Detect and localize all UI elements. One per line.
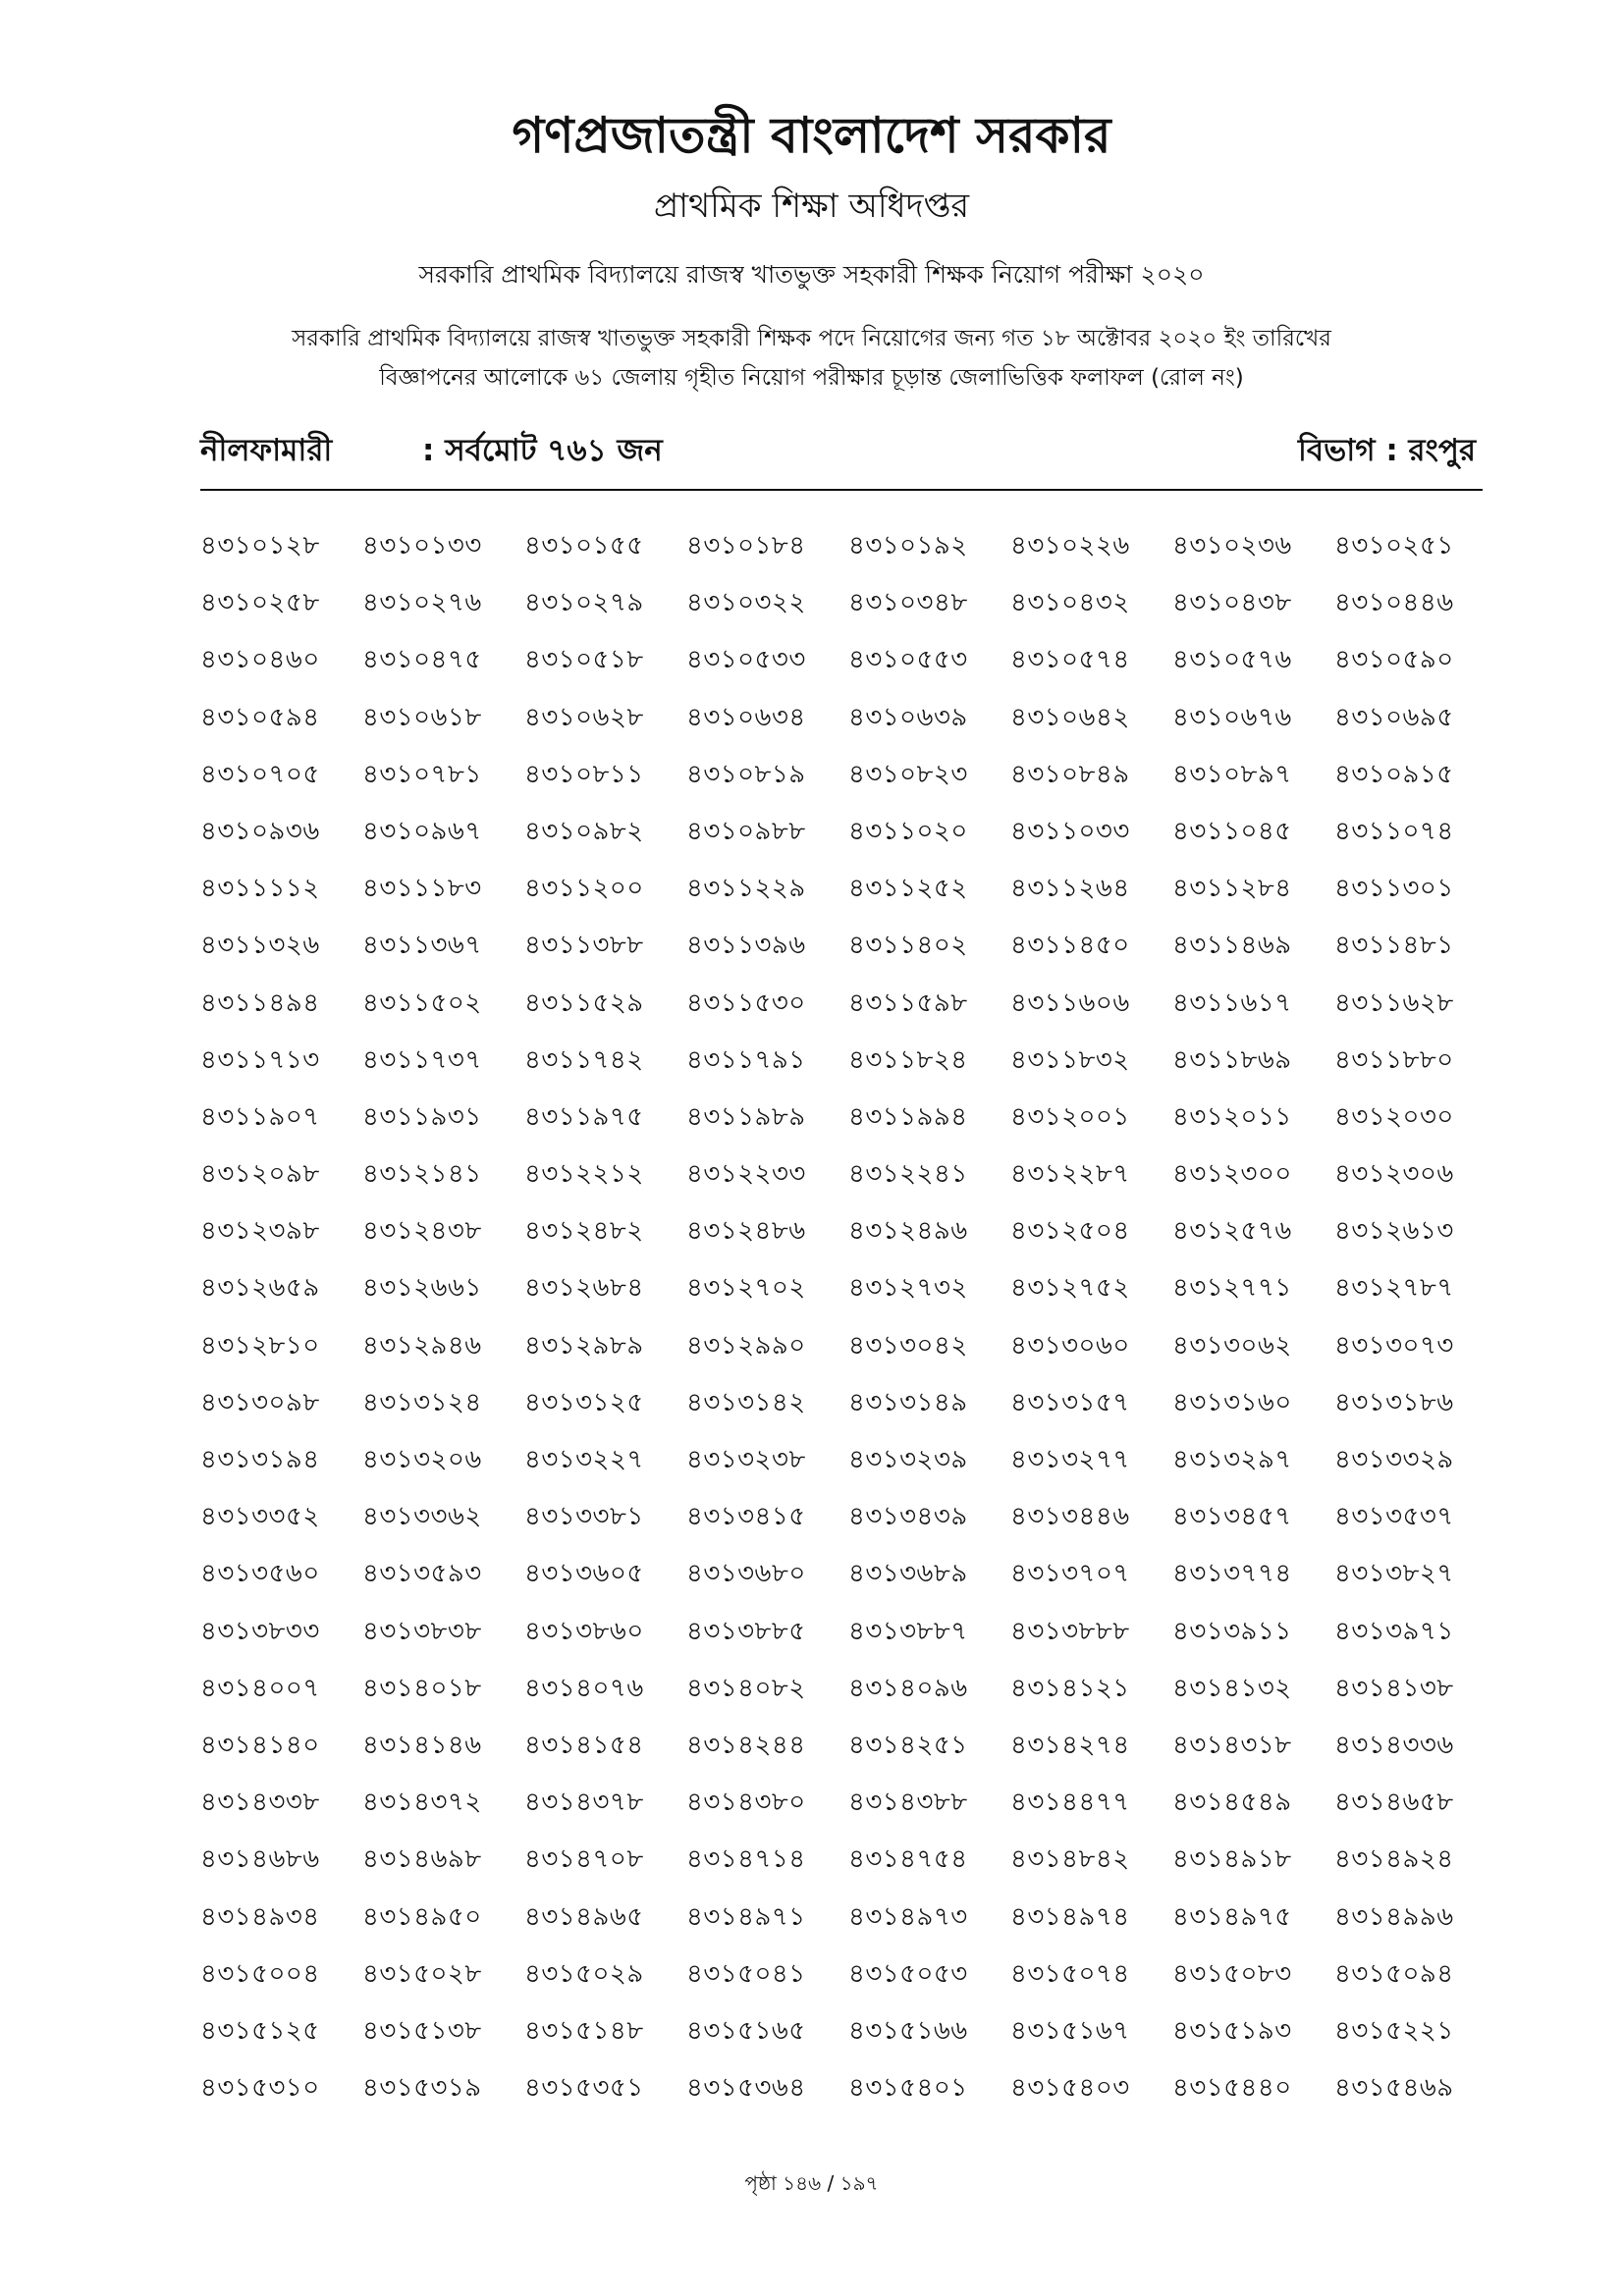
roll-number: ৪৩১৪৩৮০ xyxy=(686,1788,806,1818)
roll-number: ৪৩১৫০০৪ xyxy=(200,1958,320,1989)
roll-number: ৪৩১২৭৫২ xyxy=(1010,1273,1130,1304)
roll-number: ৪৩১৩৩২৯ xyxy=(1334,1445,1454,1474)
roll-number: ৪৩১০৪৬০ xyxy=(200,645,320,675)
roll-number: ৪৩১৩৫৬০ xyxy=(200,1559,320,1589)
roll-number: ৪৩১৪০১৮ xyxy=(362,1673,482,1703)
roll-number: ৪৩১৫১৬৫ xyxy=(686,2015,806,2046)
roll-number: ৪৩১১৯০৭ xyxy=(200,1101,320,1132)
roll-number: ৪৩১৩১৯৪ xyxy=(200,1445,320,1474)
roll-number: ৪৩১৫১৩৮ xyxy=(362,2015,482,2046)
roll-number: ৪৩১৩৮৮৮ xyxy=(1010,1616,1130,1646)
roll-number: ৪৩১৪৬৫৮ xyxy=(1334,1788,1454,1818)
roll-number: ৪৩১৪৩৭২ xyxy=(362,1788,482,1818)
roll-number: ৪৩১০৯৬৭ xyxy=(362,816,482,846)
roll-number: ৪৩১৩৬৮৯ xyxy=(848,1559,968,1589)
roll-number: ৪৩১৩১৬০ xyxy=(1172,1387,1292,1417)
roll-number: ৪৩১৪১৫৪ xyxy=(524,1730,644,1760)
roll-number: ৪৩১২৭৮৭ xyxy=(1334,1273,1454,1304)
roll-number: ৪৩১৪৩৩৬ xyxy=(1334,1730,1454,1760)
roll-number: ৪৩১৫৪৪০ xyxy=(1172,2073,1292,2104)
roll-number: ৪৩১৩৮২৭ xyxy=(1334,1559,1454,1589)
roll-number: ৪৩১২৯৪৬ xyxy=(362,1330,482,1361)
exam-name: সরকারি প্রাথমিক বিদ্যালয়ে রাজস্ব খাতভুক্ত সহকারী শিক্ষক নিয়োগ পরীক্ষা ২০২০ xyxy=(418,260,1205,289)
department-title: প্রাথমিক শিক্ষা অধিদপ্তর xyxy=(653,187,970,226)
roll-number: ৪৩১০৬৪২ xyxy=(1010,702,1130,732)
roll-number: ৪৩১৪৯৫০ xyxy=(362,1901,482,1932)
roll-number: ৪৩১১২৬৪ xyxy=(1010,874,1130,904)
roll-number: ৪৩১০৮২৩ xyxy=(848,759,968,789)
roll-number: ৪৩১০১২৮ xyxy=(200,531,320,561)
roll-number: ৪৩১৪২৪৪ xyxy=(686,1730,806,1760)
roll-number: ৪৩১৫০৫৩ xyxy=(848,1958,968,1989)
roll-number: ৪৩১৪১৩২ xyxy=(1172,1673,1292,1703)
roll-number: ৪৩১৫৩৬৪ xyxy=(686,2073,806,2104)
roll-number: ৪৩১৩১২৫ xyxy=(524,1387,644,1417)
roll-number: ৪৩১২২১২ xyxy=(524,1159,644,1190)
roll-number: ৪৩১১২২৯ xyxy=(686,874,806,904)
roll-number: ৪৩১০২৫১ xyxy=(1334,531,1454,561)
roll-number: ৪৩১২৯৮৯ xyxy=(524,1330,644,1361)
roll-number: ৪৩১২৩০৬ xyxy=(1334,1159,1454,1190)
roll-number: ৪৩১১৭১৩ xyxy=(200,1044,320,1075)
roll-number: ৪৩১১৭৯১ xyxy=(686,1044,806,1075)
roll-number: ৪৩১০৩২২ xyxy=(686,588,806,618)
district-name: নীলফামারী xyxy=(200,433,333,468)
roll-number: ৪৩১০৫৩৩ xyxy=(686,645,806,675)
roll-number: ৪৩১১৯৮৯ xyxy=(686,1101,806,1132)
roll-number: ৪৩১৪২৭৪ xyxy=(1010,1730,1130,1760)
roll-number: ৪৩১১৪৯৪ xyxy=(200,988,320,1018)
roll-number: ৪৩১৫৩৫১ xyxy=(524,2073,644,2104)
roll-number: ৪৩১০২২৬ xyxy=(1010,531,1130,561)
government-title: গণপ্রজাতন্ত্রী বাংলাদেশ সরকার xyxy=(512,107,1111,164)
roll-number: ৪৩১১৩৮৮ xyxy=(524,931,644,961)
roll-number: ৪৩১০১৮৪ xyxy=(686,531,806,561)
roll-number: ৪৩১০৬২৮ xyxy=(524,702,644,732)
roll-number: ৪৩১০১৫৫ xyxy=(524,531,644,561)
roll-number: ৪৩১২০৩০ xyxy=(1334,1101,1454,1132)
roll-number: ৪৩১৩০৬২ xyxy=(1172,1330,1292,1361)
page-number: পৃষ্ঠা ১৪৬ / ১৯৭ xyxy=(744,2171,879,2195)
roll-number: ৪৩১০৬৩৯ xyxy=(848,702,968,732)
roll-number: ৪৩১৫৩১০ xyxy=(200,2073,320,2104)
roll-number: ৪৩১১৩৯৬ xyxy=(686,931,806,961)
roll-number: ৪৩১০৫৭৬ xyxy=(1172,645,1292,675)
roll-number: ৪৩১২৭৭১ xyxy=(1172,1273,1292,1304)
roll-number: ৪৩১৩৪৪৬ xyxy=(1010,1502,1130,1532)
roll-number: ৪৩১১১১২ xyxy=(200,874,320,904)
roll-number: ৪৩১২৮১০ xyxy=(200,1330,320,1361)
roll-number: ৪৩১২৪৩৮ xyxy=(362,1216,482,1247)
roll-number: ৪৩১২৭৩২ xyxy=(848,1273,968,1304)
roll-number: ৪৩১৫৪৬৯ xyxy=(1334,2073,1454,2104)
roll-number: ৪৩১৪০৭৬ xyxy=(524,1673,644,1703)
roll-number: ৪৩১০৮১৯ xyxy=(686,759,806,789)
roll-number: ৪৩১০৯১৫ xyxy=(1334,759,1454,789)
roll-number: ৪৩১০৭৮১ xyxy=(362,759,482,789)
roll-number: ৪৩১১৮৮০ xyxy=(1334,1044,1454,1075)
roll-number: ৪৩১৩৭৭৪ xyxy=(1172,1559,1292,1589)
roll-number: ৪৩১১৮২৪ xyxy=(848,1044,968,1075)
roll-number: ৪৩১৩৯১১ xyxy=(1172,1616,1292,1646)
roll-number: ৪৩১১০৩৩ xyxy=(1010,816,1130,846)
roll-number: ৪৩১১৩৬৭ xyxy=(362,931,482,961)
roll-number: ৪৩১৪৯২৪ xyxy=(1334,1844,1454,1875)
roll-number: ৪৩১০৫৯০ xyxy=(1334,645,1454,675)
roll-number: ৪৩১৪৯৭৫ xyxy=(1172,1901,1292,1932)
roll-number: ৪৩১০১৩৩ xyxy=(362,531,482,561)
roll-number: ৪৩১৩৫৯৩ xyxy=(362,1559,482,1589)
roll-number: ৪৩১০৬৯৫ xyxy=(1334,702,1454,732)
roll-number: ৪৩১০২৫৮ xyxy=(200,588,320,618)
roll-number: ৪৩১৫২২১ xyxy=(1334,2015,1454,2046)
notice-line-1: সরকারি প্রাথমিক বিদ্যালয়ে রাজস্ব খাতভুক্ত সহকারী শিক্ষক পদে নিয়োগের জন্য গত ১৮ অক্টোবর ২০২০ ইং তারিখের xyxy=(292,326,1331,351)
roll-number: ৪৩১০৭০৫ xyxy=(200,759,320,789)
roll-number: ৪৩১০৬৭৬ xyxy=(1172,702,1292,732)
roll-number: ৪৩১৪৯৭৩ xyxy=(848,1901,968,1932)
roll-number: ৪৩১২৪৮২ xyxy=(524,1216,644,1247)
roll-number: ৪৩১১২০০ xyxy=(524,874,644,904)
roll-number: ৪৩১৪৯৩৪ xyxy=(200,1901,320,1932)
roll-number: ৪৩১০৫১৮ xyxy=(524,645,644,675)
roll-number: ৪৩১০৪৪৬ xyxy=(1334,588,1454,618)
roll-number: ৪৩১০৪৭৫ xyxy=(362,645,482,675)
roll-number: ৪৩১৩৪৩৯ xyxy=(848,1502,968,1532)
roll-number: ৪৩১১০৪৫ xyxy=(1172,816,1292,846)
roll-number: ৪৩১৫০২৮ xyxy=(362,1958,482,1989)
roll-number: ৪৩১৪৯৭৪ xyxy=(1010,1901,1130,1932)
roll-number: ৪৩১৩১৫৭ xyxy=(1010,1387,1130,1417)
roll-number: ৪৩১১৮৬৯ xyxy=(1172,1044,1292,1075)
roll-number: ৪৩১১৫৯৮ xyxy=(848,988,968,1018)
roll-number: ৪৩১৫০৭৪ xyxy=(1010,1958,1130,1989)
roll-number: ৪৩১২৩০০ xyxy=(1172,1159,1292,1190)
roll-number: ৪৩১১৩০১ xyxy=(1334,874,1454,904)
roll-number: ৪৩১০৮৪৯ xyxy=(1010,759,1130,789)
roll-number: ৪৩১৪৩৭৮ xyxy=(524,1788,644,1818)
roll-number: ৪৩১২২৪১ xyxy=(848,1159,968,1190)
roll-number: ৪৩১৫১৬৬ xyxy=(848,2015,968,2046)
roll-number: ৪৩১৫১৯৩ xyxy=(1172,2015,1292,2046)
roll-number: ৪৩১০১৯২ xyxy=(848,531,968,561)
roll-number: ৪৩১৪৯৭১ xyxy=(686,1901,806,1932)
roll-number: ৪৩১৩২৩৮ xyxy=(686,1445,806,1474)
roll-number: ৪৩১৫১৬৭ xyxy=(1010,2015,1130,2046)
roll-number: ৪৩১৩৮৬০ xyxy=(524,1616,644,1646)
roll-number: ৪৩১১৭৪২ xyxy=(524,1044,644,1075)
roll-number: ৪৩১০৪৩২ xyxy=(1010,588,1130,618)
roll-number: ৪৩১৫১২৫ xyxy=(200,2015,320,2046)
roll-number: ৪৩১১৬১৭ xyxy=(1172,988,1292,1018)
roll-number: ৪৩১৪৮৪২ xyxy=(1010,1844,1130,1875)
roll-number: ৪৩১২৬১৩ xyxy=(1334,1216,1454,1247)
roll-number: ৪৩১২০১১ xyxy=(1172,1101,1292,1132)
roll-number: ৪৩১২৬৮৪ xyxy=(524,1273,644,1304)
roll-number: ৪৩১২৫০৪ xyxy=(1010,1216,1130,1247)
roll-number: ৪৩১২৭০২ xyxy=(686,1273,806,1304)
notice-line-2: বিজ্ঞাপনের আলোকে ৬১ জেলায় গৃহীত নিয়োগ পরীক্ষার চূড়ান্ত জেলাভিত্তিক ফলাফল (রোল নং) xyxy=(379,365,1244,391)
roll-number: ৪৩১০৬১৮ xyxy=(362,702,482,732)
roll-number: ৪৩১৫১৪৮ xyxy=(524,2015,644,2046)
roll-number: ৪৩১৩৩৬২ xyxy=(362,1502,482,1532)
roll-number: ৪৩১১৯৩১ xyxy=(362,1101,482,1132)
roll-number: ৪৩১৩২৯৭ xyxy=(1172,1445,1292,1474)
roll-number: ৪৩১৩৬৮০ xyxy=(686,1559,806,1589)
roll-number: ৪৩১৩২০৬ xyxy=(362,1445,482,1474)
roll-number: ৪৩১০৫৫৩ xyxy=(848,645,968,675)
roll-number: ৪৩১৪০৮২ xyxy=(686,1673,806,1703)
roll-number: ৪৩১১৯৭৫ xyxy=(524,1101,644,1132)
roll-number: ৪৩১৪২৫১ xyxy=(848,1730,968,1760)
roll-number: ৪৩১২০০১ xyxy=(1010,1101,1130,1132)
roll-number: ৪৩১২৪৯৬ xyxy=(848,1216,968,1247)
roll-number: ৪৩১৩০৯৮ xyxy=(200,1387,320,1417)
roll-number: ৪৩১৩২২৭ xyxy=(524,1445,644,1474)
roll-number: ৪৩১৫৪০৩ xyxy=(1010,2073,1130,2104)
roll-number: ৪৩১০৮৯৭ xyxy=(1172,759,1292,789)
roll-number: ৪৩১২৪৮৬ xyxy=(686,1216,806,1247)
notice-text xyxy=(196,319,1427,398)
roll-number: ৪৩১৩৮৩৮ xyxy=(362,1616,482,1646)
header-divider xyxy=(200,489,1483,491)
roll-number: ৪৩১৪১৩৮ xyxy=(1334,1673,1454,1703)
roll-number: ৪৩১০২৭৯ xyxy=(524,588,644,618)
roll-number: ৪৩১১৪৬৯ xyxy=(1172,931,1292,961)
roll-number: ৪৩১৪৬৮৬ xyxy=(200,1844,320,1875)
roll-number: ৪৩১৪৩১৮ xyxy=(1172,1730,1292,1760)
roll-number-grid xyxy=(200,528,1496,2127)
roll-number: ৪৩১১৫২৯ xyxy=(524,988,644,1018)
roll-number: ৪৩১৪৪৭৭ xyxy=(1010,1788,1130,1818)
roll-number: ৪৩১৪৯৯৬ xyxy=(1334,1901,1454,1932)
roll-number: ৪৩১১৮৩২ xyxy=(1010,1044,1130,1075)
roll-number: ৪৩১০৬৩৪ xyxy=(686,702,806,732)
roll-number: ৪৩১০৯৩৬ xyxy=(200,816,320,846)
roll-number: ৪৩১৩১৪৯ xyxy=(848,1387,968,1417)
roll-number: ৪৩১০৫৭৪ xyxy=(1010,645,1130,675)
roll-number: ৪৩১৪১৪০ xyxy=(200,1730,320,1760)
roll-number: ৪৩১৩৬০৫ xyxy=(524,1559,644,1589)
roll-number: ৪৩১২৬৬১ xyxy=(362,1273,482,1304)
roll-number: ৪৩১২২৩৩ xyxy=(686,1159,806,1190)
roll-number: ৪৩১৫০৯৪ xyxy=(1334,1958,1454,1989)
roll-number: ৪৩১৫৪০১ xyxy=(848,2073,968,2104)
roll-number: ৪৩১৫৩১৯ xyxy=(362,2073,482,2104)
roll-number: ৪৩১৩০৬০ xyxy=(1010,1330,1130,1361)
roll-number: ৪৩১১২৮৪ xyxy=(1172,874,1292,904)
roll-number: ৪৩১৩৫৩৭ xyxy=(1334,1502,1454,1532)
division-name: বিভাগ : রংপুর xyxy=(1298,433,1476,468)
roll-number: ৪৩১০৫৯৪ xyxy=(200,702,320,732)
roll-number: ৪৩১২৬৫৯ xyxy=(200,1273,320,1304)
roll-number: ৪৩১২১৪১ xyxy=(362,1159,482,1190)
roll-number: ৪৩১০৪৩৮ xyxy=(1172,588,1292,618)
roll-number: ৪৩১৪১২১ xyxy=(1010,1673,1130,1703)
roll-number: ৪৩১১৬০৬ xyxy=(1010,988,1130,1018)
roll-number: ৪৩১৫০৮৩ xyxy=(1172,1958,1292,1989)
roll-number: ৪৩১৪০৯৬ xyxy=(848,1673,968,1703)
roll-number: ৪৩১৩০৪২ xyxy=(848,1330,968,1361)
roll-number: ৪৩১৩৯৭১ xyxy=(1334,1616,1454,1646)
roll-number: ৪৩১০৩৪৮ xyxy=(848,588,968,618)
roll-number: ৪৩১৪০০৭ xyxy=(200,1673,320,1703)
roll-number: ৪৩১৩৭০৭ xyxy=(1010,1559,1130,1589)
roll-number: ৪৩১০২৭৬ xyxy=(362,588,482,618)
roll-number: ৪৩১৩৩৮১ xyxy=(524,1502,644,1532)
roll-number: ৪৩১৪৭৫৪ xyxy=(848,1844,968,1875)
roll-number: ৪৩১১৪০২ xyxy=(848,931,968,961)
total-count: : সর্বমোট ৭৬১ জন xyxy=(422,433,663,468)
roll-number: ৪৩১৩১২৪ xyxy=(362,1387,482,1417)
roll-number: ৪৩১৩১৪২ xyxy=(686,1387,806,1417)
roll-number: ৪৩১১৩২৬ xyxy=(200,931,320,961)
roll-number: ৪৩১৩৮৩৩ xyxy=(200,1616,320,1646)
roll-number: ৪৩১৪৭১৪ xyxy=(686,1844,806,1875)
roll-number: ৪৩১১৪৮১ xyxy=(1334,931,1454,961)
roll-number: ৪৩১৩৮৮৭ xyxy=(848,1616,968,1646)
roll-number: ৪৩১০৯৮২ xyxy=(524,816,644,846)
roll-number: ৪৩১৪৯৬৫ xyxy=(524,1901,644,1932)
roll-number: ৪৩১৪৩৮৮ xyxy=(848,1788,968,1818)
roll-number: ৪৩১১৬২৮ xyxy=(1334,988,1454,1018)
roll-number: ৪৩১৩৮৮৫ xyxy=(686,1616,806,1646)
roll-number: ৪৩১০৯৮৮ xyxy=(686,816,806,846)
roll-number: ৪৩১৪৩৩৮ xyxy=(200,1788,320,1818)
roll-number: ৪৩১১০২০ xyxy=(848,816,968,846)
roll-number: ৪৩১৩১৮৬ xyxy=(1334,1387,1454,1417)
roll-number: ৪৩১৪৬৯৮ xyxy=(362,1844,482,1875)
roll-number: ৪৩১০২৩৬ xyxy=(1172,531,1292,561)
roll-number: ৪৩১৪৭০৮ xyxy=(524,1844,644,1875)
roll-number: ৪৩১৩০৭৩ xyxy=(1334,1330,1454,1361)
roll-number: ৪৩১২৩৯৮ xyxy=(200,1216,320,1247)
roll-number: ৪৩১৪৫৪৯ xyxy=(1172,1788,1292,1818)
roll-number: ৪৩১২২৮৭ xyxy=(1010,1159,1130,1190)
roll-number: ৪৩১৫০৪১ xyxy=(686,1958,806,1989)
roll-number: ৪৩১১২৫২ xyxy=(848,874,968,904)
roll-number: ৪৩১৩৩৫২ xyxy=(200,1502,320,1532)
roll-number: ৪৩১৩৪১৫ xyxy=(686,1502,806,1532)
roll-number: ৪৩১২৫৭৬ xyxy=(1172,1216,1292,1247)
roll-number: ৪৩১২৯৯০ xyxy=(686,1330,806,1361)
roll-number: ৪৩১৩২৩৯ xyxy=(848,1445,968,1474)
roll-number: ৪৩১১৫০২ xyxy=(362,988,482,1018)
roll-number: ৪৩১১৫৩০ xyxy=(686,988,806,1018)
roll-number: ৪৩১১১৮৩ xyxy=(362,874,482,904)
roll-number: ৪৩১৪১৪৬ xyxy=(362,1730,482,1760)
roll-number: ৪৩১২০৯৮ xyxy=(200,1159,320,1190)
roll-number: ৪৩১৫০২৯ xyxy=(524,1958,644,1989)
roll-number: ৪৩১৪৯১৮ xyxy=(1172,1844,1292,1875)
roll-number: ৪৩১০৮১১ xyxy=(524,759,644,789)
roll-number: ৪৩১১৯৯৪ xyxy=(848,1101,968,1132)
roll-number: ৪৩১১৪৫০ xyxy=(1010,931,1130,961)
roll-number: ৪৩১১৭৩৭ xyxy=(362,1044,482,1075)
roll-number: ৪৩১৩৪৫৭ xyxy=(1172,1502,1292,1532)
roll-number: ৪৩১৩২৭৭ xyxy=(1010,1445,1130,1474)
roll-number: ৪৩১১০৭৪ xyxy=(1334,816,1454,846)
